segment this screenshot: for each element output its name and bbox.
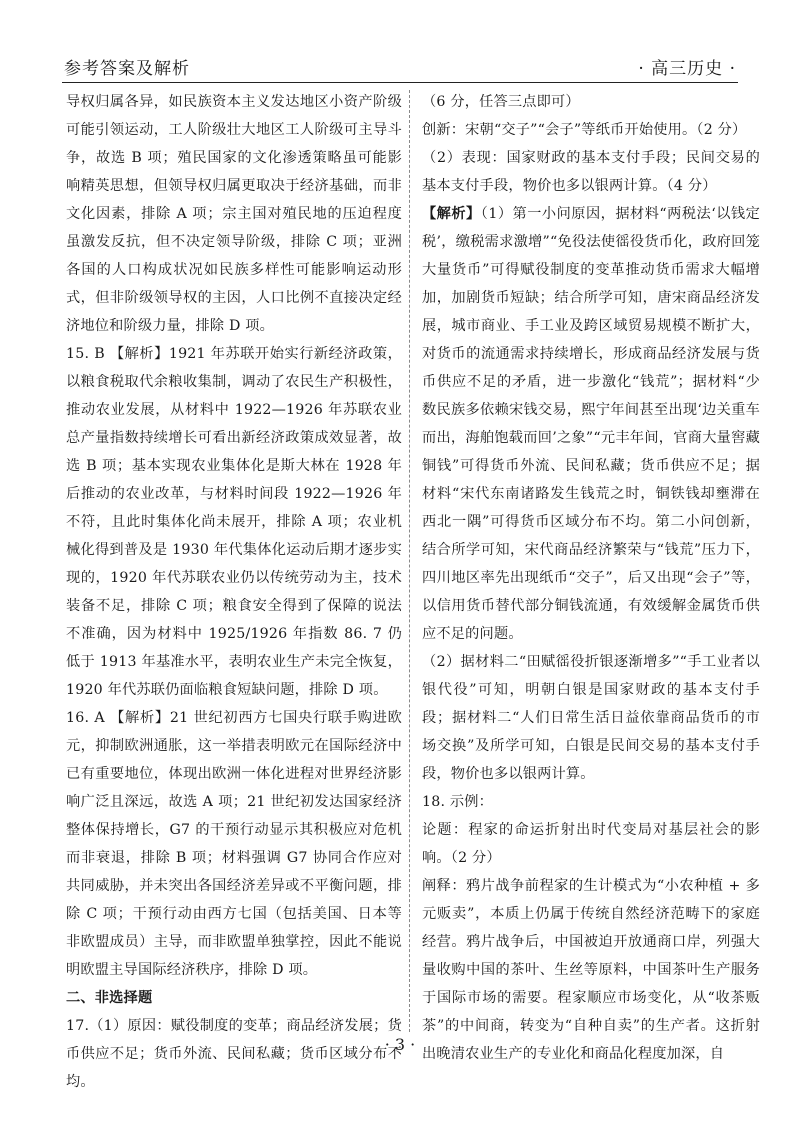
q16-number: 16. A <box>66 710 111 726</box>
q17-analysis-part1 <box>422 200 760 648</box>
page-number: · 3 · <box>384 1035 416 1054</box>
header-right-title: · 高三历史 · <box>638 59 736 79</box>
q14-continuation: 导权归属各异，如民族资本主义发达地区小资产阶级可能引领运动，工人阶级壮大地区工人阶级可主导斗争，故选 B 项；殖民国家的文化渗透策略虽可能影响精英思想，但领导权归属更取决于经济基础，而非文化因素，排除 A 项；宗主国对殖民地的压迫程度虽激发反抗，但不决定领导阶级，排除 C 项；亚洲各国的人口构成状况如民族多样性可能影响运动形式，但非阶级领导权的主因，人口比例不直接决定经济地位和阶级力量，排除 D 项。 <box>66 94 402 334</box>
column-divider <box>409 90 410 1032</box>
page-header <box>62 50 738 83</box>
q17-part1-reasons: 17.（1）原因：赋役制度的变革；商品经济发展；货币供应不足；货币外流、民间私藏；货币区域分布不均。 <box>66 1018 402 1090</box>
q17-analysis-text1: （1）第一小问原因，据材料“两税法‘以钱定税’，缴税需求激增”“免役法使徭役货币化，政府回笼大量货币”可得赋役制度的变革推动货币需求大幅增加，加剧货币短缺；结合所学可知，唐宋商品经济发展，城市商业、手工业及跨区域贸易规模不断扩大，对货币的流通需求持续增长，形成商品经济发展与货币供应不足的矛盾，进一步激化“钱荒”；据材料“少数民族多依赖宋钱交易，熙宁年间甚至出现‘边关重车而出，海舶饱载而回’之象”“元丰年间，官商大量窖藏铜钱”可得货币外流、民间私藏；货币供应不足；据材料“宋代东南诸路发生钱荒之时，铜铁钱却壅滞在西北一隅”可得货币区域分布不均。第二小问创新，结合所学可知，宋代商品经济繁荣与“钱荒”压力下，四川地区率先出现纸币“交子”，后又出现“会子”等，以信用货币替代部分铜钱流通，有效缓解金属货币供应不足的问题。 <box>422 206 760 642</box>
q16-analysis-text: 21 世纪初西方七国央行联手购进欧元，抑制欧洲通胀，这一举措表明欧元在国际经济中已有重要地位，体现出欧洲一体化进程对世界经济影响广泛且深远，故选 A 项；21 世纪初发达国家经济整体保持增长，G7 的干预行动显示其积极应对危机而非衰退，排除 B 项；材料强调 G7 协同合作应对共同威胁，并未突出各国经济差异或不平衡问题，排除 C 项；干预行动由西方七国（包括美国、日本等非欧盟成员）主导，而非欧盟单独掌控，因此不能说明欧盟主导国际经济秩序，排除 D 项。 <box>66 710 403 978</box>
section-heading-non-choice: 二、非选择题 <box>66 990 153 1006</box>
q16-analysis-tag: 【解析】 <box>110 710 170 726</box>
right-column <box>422 88 760 1068</box>
q18-heading: 18. 示例： <box>422 794 494 810</box>
q17-score-note: （6 分，任答三点即可） <box>422 94 580 110</box>
q15-analysis-tag: 【解析】 <box>109 346 169 362</box>
q17-part2-manifestation: （2）表现：国家财政的基本支付手段；民间交易的基本支付手段，物价也多以银两计算。（4 分） <box>422 150 760 194</box>
q15-number: 15. B <box>66 346 110 362</box>
q17-analysis-part2: （2）据材料二“田赋徭役折银逐渐增多”“手工业者以银代役”可知，明朝白银是国家财政的基本支付手段；据材料二“人们日常生活日益依靠商品货币的市场交换”及所学可知，白银是民间交易的基本支付手段，物价也多以银两计算。 <box>422 654 760 782</box>
q15-analysis-text: 1921 年苏联开始实行新经济政策，以粮食税取代余粮收集制，调动了农民生产积极性，推动农业发展，从材料中 1922—1926 年苏联农业总产量指数持续增长可看出新经济政策成效显著，故选 B 项；基本实现农业集体化是斯大林在 1928 年后推动的农业改革，与材料时间段 1922—1926 年不符，且此时集体化尚未展开，排除 A 项；农业机械化得到普及是 1930 年代集体化运动后期才逐步实现的，1920 年代苏联农业仍以传统劳动为主，技术装备不足，排除 C 项；粮食安全得到了保障的说法不准确，因为材料中 1925/1926 年指数 86. 7 仍低于 1913 年基准水平，表明农业生产未完全恢复，1920 年代苏联仍面临粮食短缺问题，排除 D 项。 <box>66 346 402 698</box>
q16-answer <box>66 704 402 984</box>
q18-explanation: 阐释：鸦片战争前程家的生计模式为“小农种植 + 多元贩卖”，本质上仍属于传统自然经济范畴下的家庭经营。鸦片战争后，中国被迫开放通商口岸，列强大量收购中国的茶叶、生丝等原料，中国茶叶生产服务于国际市场的需要。程家顺应市场变化，从“收茶贩茶”的中间商，转变为“自种自卖”的生产者。这折射出晚清农业生产的专业化和商品化程度加深，自 <box>422 878 760 1062</box>
header-left-title: 参考答案及解析 <box>64 59 190 79</box>
q17-innovation: 创新：宋朝“交子”“会子”等纸币开始使用。（2 分） <box>422 122 747 138</box>
left-column <box>66 88 402 1096</box>
q18-thesis: 论题：程家的命运折射出时代变局对基层社会的影响。（2 分） <box>422 822 760 866</box>
q17-analysis-tag: 【解析】 <box>422 206 481 222</box>
q15-answer <box>66 340 402 704</box>
